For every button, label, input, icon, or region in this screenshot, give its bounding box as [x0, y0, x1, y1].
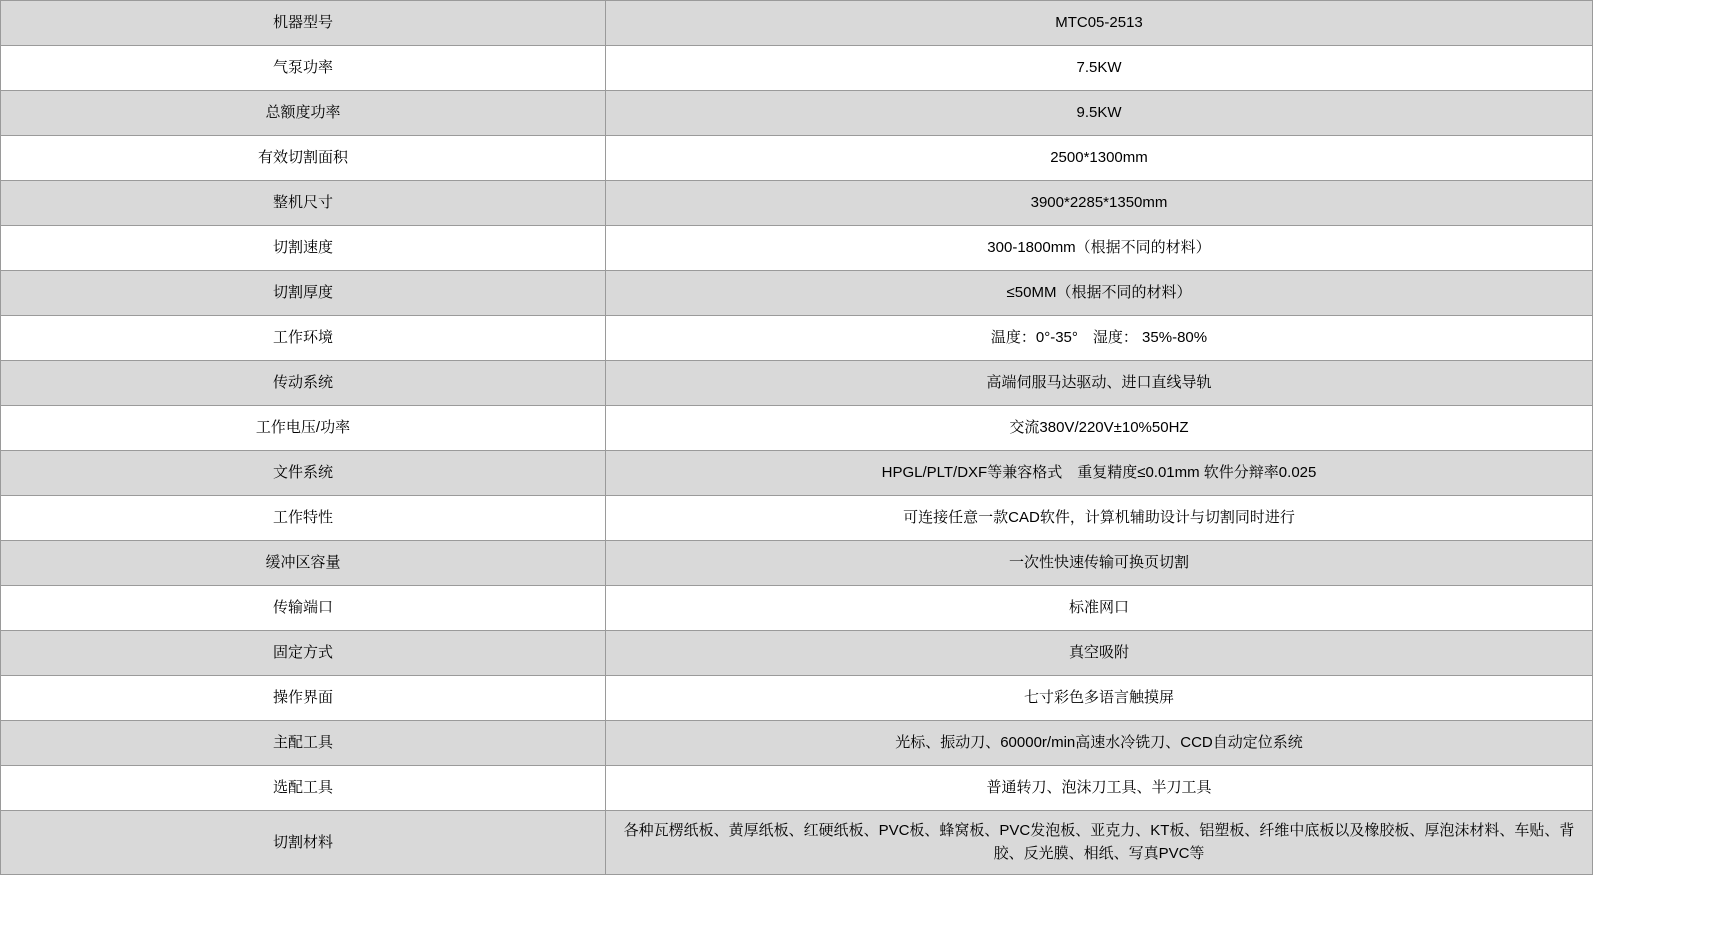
spec-value: 3900*2285*1350mm	[606, 181, 1593, 226]
table-row	[1, 676, 1593, 721]
spec-label: 主配工具	[1, 721, 606, 766]
spec-value: 可连接任意一款CAD软件，计算机辅助设计与切割同时进行	[606, 496, 1593, 541]
spec-value: 温度：0°-35° 湿度： 35%-80%	[606, 316, 1593, 361]
spec-label: 工作特性	[1, 496, 606, 541]
table-row	[1, 451, 1593, 496]
spec-value: 真空吸附	[606, 631, 1593, 676]
spec-label: 选配工具	[1, 766, 606, 811]
spec-value: 300-1800mm（根据不同的材料）	[606, 226, 1593, 271]
spec-label: 机器型号	[1, 1, 606, 46]
table-row	[1, 226, 1593, 271]
spec-value: 交流380V/220V±10%50HZ	[606, 406, 1593, 451]
table-row	[1, 586, 1593, 631]
spec-value: 普通转刀、泡沫刀工具、半刀工具	[606, 766, 1593, 811]
spec-label: 固定方式	[1, 631, 606, 676]
spec-label: 有效切割面积	[1, 136, 606, 181]
spec-label: 气泵功率	[1, 46, 606, 91]
spec-label: 切割速度	[1, 226, 606, 271]
spec-label: 工作环境	[1, 316, 606, 361]
table-row	[1, 46, 1593, 91]
table-row	[1, 811, 1593, 875]
table-row	[1, 316, 1593, 361]
table-row	[1, 181, 1593, 226]
table-row	[1, 91, 1593, 136]
spec-value: 9.5KW	[606, 91, 1593, 136]
spec-label: 切割材料	[1, 811, 606, 875]
spec-label: 整机尺寸	[1, 181, 606, 226]
table-row	[1, 361, 1593, 406]
spec-label: 缓冲区容量	[1, 541, 606, 586]
spec-label: 工作电压/功率	[1, 406, 606, 451]
spec-value: 2500*1300mm	[606, 136, 1593, 181]
table-row	[1, 1, 1593, 46]
spec-value: ≤50MM（根据不同的材料）	[606, 271, 1593, 316]
spec-value: 光标、振动刀、60000r/min高速水冷铣刀、CCD自动定位系统	[606, 721, 1593, 766]
table-row	[1, 136, 1593, 181]
spec-label: 传输端口	[1, 586, 606, 631]
spec-value: 高端伺服马达驱动、进口直线导轨	[606, 361, 1593, 406]
spec-value: 各种瓦楞纸板、黄厚纸板、红硬纸板、PVC板、蜂窝板、PVC发泡板、亚克力、KT板、铝塑板、纤维中底板以及橡胶板、厚泡沫材料、车贴、背胶、反光膜、相纸、写真PVC等	[606, 811, 1593, 875]
table-row	[1, 631, 1593, 676]
table-row	[1, 766, 1593, 811]
table-row	[1, 541, 1593, 586]
spec-label: 总额度功率	[1, 91, 606, 136]
spec-value: 一次性快速传输可换页切割	[606, 541, 1593, 586]
spec-label: 文件系统	[1, 451, 606, 496]
table-row	[1, 406, 1593, 451]
spec-value: 7.5KW	[606, 46, 1593, 91]
table-row	[1, 496, 1593, 541]
spec-label: 传动系统	[1, 361, 606, 406]
spec-label: 切割厚度	[1, 271, 606, 316]
spec-value: 标准网口	[606, 586, 1593, 631]
table-row	[1, 271, 1593, 316]
spec-label: 操作界面	[1, 676, 606, 721]
spec-table-body	[1, 1, 1593, 875]
spec-value: MTC05-2513	[606, 1, 1593, 46]
table-row	[1, 721, 1593, 766]
spec-value: 七寸彩色多语言触摸屏	[606, 676, 1593, 721]
spec-value: HPGL/PLT/DXF等兼容格式 重复精度≤0.01mm 软件分辩率0.025	[606, 451, 1593, 496]
